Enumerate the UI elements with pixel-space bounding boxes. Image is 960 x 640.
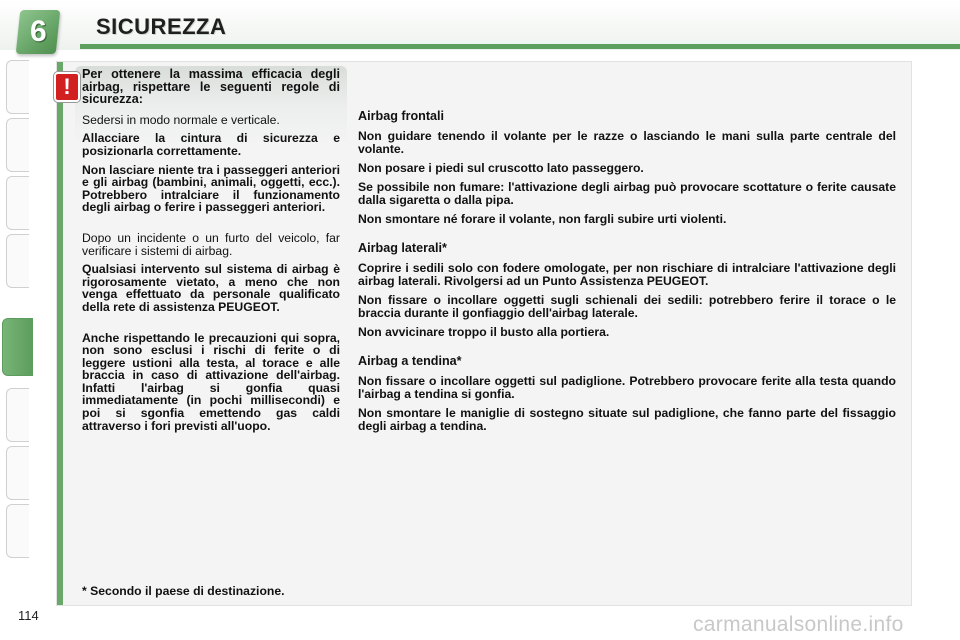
section-paragraph: Se possibile non fumare: l'attivazione degli airbag può provocare scottature o ferite causate dalla sigaretta o dalla pipa. [358, 180, 896, 207]
safety-rules-heading: Per ottenere la massima efficacia degli airbag, rispettare le seguenti regole di sicurezza: [82, 67, 340, 107]
chapter-tab-active[interactable] [2, 318, 33, 376]
rule-paragraph: Qualsiasi intervento sul sistema di airbag è rigorosamente vietato, a meno che non venga effettuato da personale qualificato della rete di assistenza PEUGEOT. [82, 262, 340, 314]
section-paragraph: Non smontare le maniglie di sostegno situate sul padiglione, che fanno parte del fissaggio degli airbag a tendina. [358, 406, 896, 433]
rule-paragraph: Non lasciare niente tra i passeggeri anteriori e gli airbag (bambini, animali, oggetti, ecc.). Potrebbero intralciare il funzionamento degli airbag o ferire i passeggeri anteriori. [82, 162, 340, 215]
spacer [82, 320, 340, 332]
warning-icon: ! [54, 72, 80, 102]
section-paragraph: Non smontare né forare il volante, non fargli subire urti violenti. [358, 212, 727, 226]
rule-paragraph: Allacciare la cintura di sicurezza e posizionarla correttamente. [82, 131, 340, 158]
watermark: carmanualsonline.info [693, 613, 904, 636]
chapter-tab[interactable] [6, 446, 29, 500]
page-number: 114 [18, 608, 39, 623]
rule-paragraph: Sedersi in modo normale e verticale. [82, 112, 280, 127]
page-title: SICUREZZA [96, 14, 227, 39]
section-paragraph: Coprire i sedili solo con fodere omologate, per non rischiare di intralciare l'attivazione degli airbag laterali. Rivolgersi ad un Punto Assistenza PEUGEOT. [358, 261, 896, 288]
rule-paragraph: Anche rispettando le precauzioni qui sopra, non sono esclusi i rischi di ferite o di leggere ustioni alla testa, al torace e alle braccia in caso di attivazione dell'airbag. Infatti l'airbag si gonfia quasi immediatamente (in pochi millisecondi) e poi si sgonfia emettendo gas caldi attraverso i fori previsti all'uopo. [82, 330, 340, 433]
section-paragraph: Non guidare tenendo il volante per le razze o lasciando le mani sulla parte centrale del volante. [358, 129, 896, 156]
chapter-tab[interactable] [6, 504, 29, 558]
section-heading: Airbag laterali* [358, 241, 447, 255]
chapter-tab[interactable] [6, 176, 29, 230]
section-heading: Airbag a tendina* [358, 354, 462, 368]
safety-rules-column [82, 68, 340, 438]
section-lateral-airbags [358, 242, 896, 339]
chapter-number: 6 [29, 15, 47, 48]
section-heading: Airbag frontali [358, 109, 445, 123]
airbag-sections-column [358, 110, 896, 449]
chapter-tab[interactable] [6, 118, 29, 172]
chapter-tab[interactable] [6, 388, 29, 442]
section-curtain-airbags [358, 355, 896, 433]
section-paragraph: Non posare i piedi sul cruscotto lato passeggero. [358, 161, 644, 175]
chapter-badge [16, 10, 61, 54]
section-paragraph: Non fissare o incollare oggetti sugli schienali dei sedili: potrebbero ferire il torace o le braccia durante il gonfiaggio dell'airbag laterale. [358, 293, 896, 320]
footnote: * Secondo il paese di destinazione. [82, 584, 285, 598]
section-paragraph: Non avvicinare troppo il busto alla portiera. [358, 325, 610, 339]
chapter-tab[interactable] [6, 234, 29, 288]
header-rule [80, 44, 960, 49]
section-paragraph: Non fissare o incollare oggetti sul padiglione. Potrebbero provocare ferite alla testa quando l'airbag a tendina si gonfia. [358, 374, 896, 401]
chapter-tab[interactable] [6, 60, 29, 114]
rule-paragraph: Dopo un incidente o un furto del veicolo, far verificare i sistemi di airbag. [82, 230, 340, 258]
chapter-tabs [0, 60, 34, 580]
section-frontal-airbags [358, 110, 896, 226]
